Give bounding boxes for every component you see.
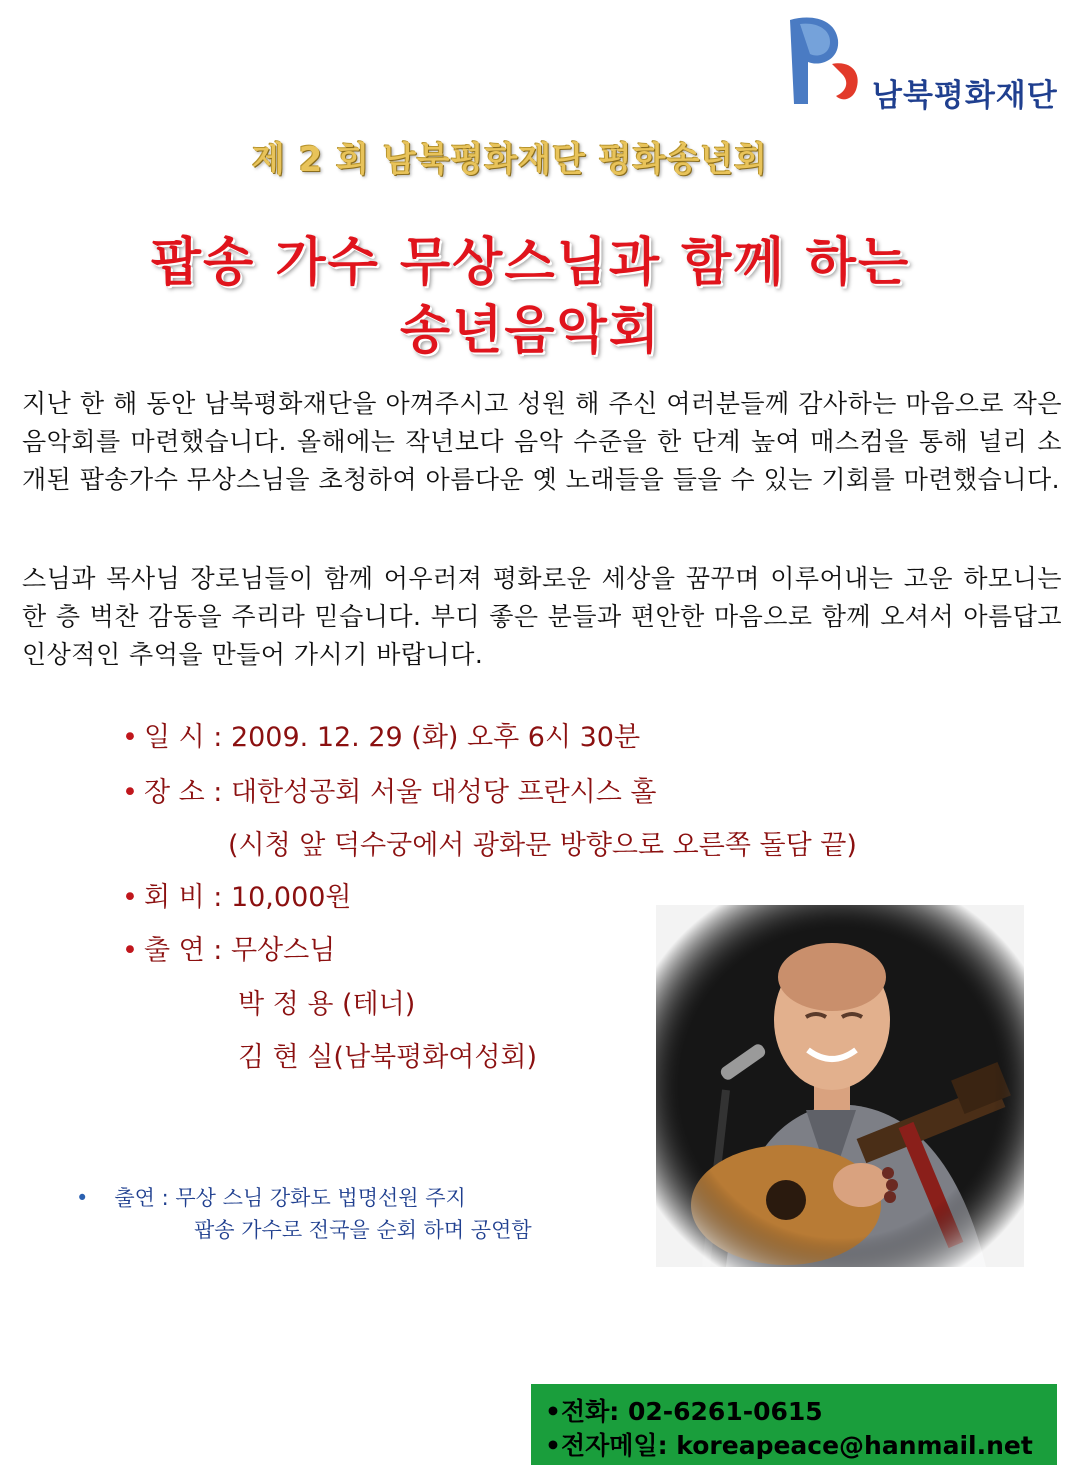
- intro-paragraph: 지난 한 해 동안 남북평화재단을 아껴주시고 성원 해 주신 여러분들께 감사하는 마음으로 작은 음악회를 마련했습니다. 올해에는 작년보다 음악 수준을 한 단계 높여 매스컴을 통해 널리 소개된 팝송가수 무상스님을 초청하여 아름다운 옛 노래들을 들을 수 있는 기회를 마련했습니다.: [22, 389, 1062, 494]
- performer-note-line1: [76, 1182, 466, 1212]
- bullet: •: [122, 935, 138, 966]
- fee-line: [122, 875, 352, 914]
- phone-line: •전화: 02-6261-0615: [545, 1397, 823, 1426]
- bullet: •: [122, 777, 138, 808]
- logo-text: 남북평화재단: [872, 78, 1058, 114]
- date-line: [122, 715, 640, 754]
- logo-mark-icon: [780, 12, 870, 112]
- date-text: 일 시 : 2009. 12. 29 (화) 오후 6시 30분: [143, 722, 641, 753]
- event-title-line2: 송년음악회: [399, 301, 662, 361]
- contact-box: [531, 1384, 1057, 1465]
- bullet: •: [122, 882, 138, 913]
- place-note: (시청 앞 덕수궁에서 광화문 방향으로 오른쪽 돌담 끝): [228, 830, 857, 861]
- bullet: •: [76, 1186, 89, 1210]
- place-line: [122, 770, 657, 809]
- harmony-paragraph: 스님과 목사님 장로님들이 함께 어우러져 평화로운 세상을 꿈꾸며 이루어내는 고운 하모니는 한 층 벅찬 감동을 주리라 믿습니다. 부디 좋은 분들과 편안한 마음으로 함께 오셔서 아름답고 인상적인 추억을 만들어 가시기 바랍니다.: [22, 564, 1062, 669]
- performer-3: 김 현 실(남북평화여성회): [238, 1042, 538, 1073]
- performers-line: [122, 928, 335, 967]
- event-title-line1: 팝송 가수 무상스님과 함께 하는: [150, 233, 911, 293]
- foundation-logo: [780, 12, 1070, 112]
- performer-2: 박 정 용 (테너): [238, 989, 416, 1020]
- email-line: •전자메일: koreapeace@hanmail.net: [545, 1431, 1033, 1460]
- event-subtitle: 제 2 회 남북평화재단 평화송년회: [252, 140, 768, 180]
- performer-note-line2: 팝송 가수로 전국을 순회 하며 공연함: [194, 1218, 532, 1242]
- performer-note-text1: 출연 : 무상 스님 강화도 법명선원 주지: [114, 1186, 466, 1210]
- fee-text: 회 비 : 10,000원: [143, 882, 352, 913]
- bullet: •: [122, 722, 138, 753]
- performers-text: 출 연 : 무상스님: [143, 935, 336, 966]
- performer-photo: [656, 905, 1024, 1267]
- place-text: 장 소 : 대한성공회 서울 대성당 프란시스 홀: [143, 777, 657, 808]
